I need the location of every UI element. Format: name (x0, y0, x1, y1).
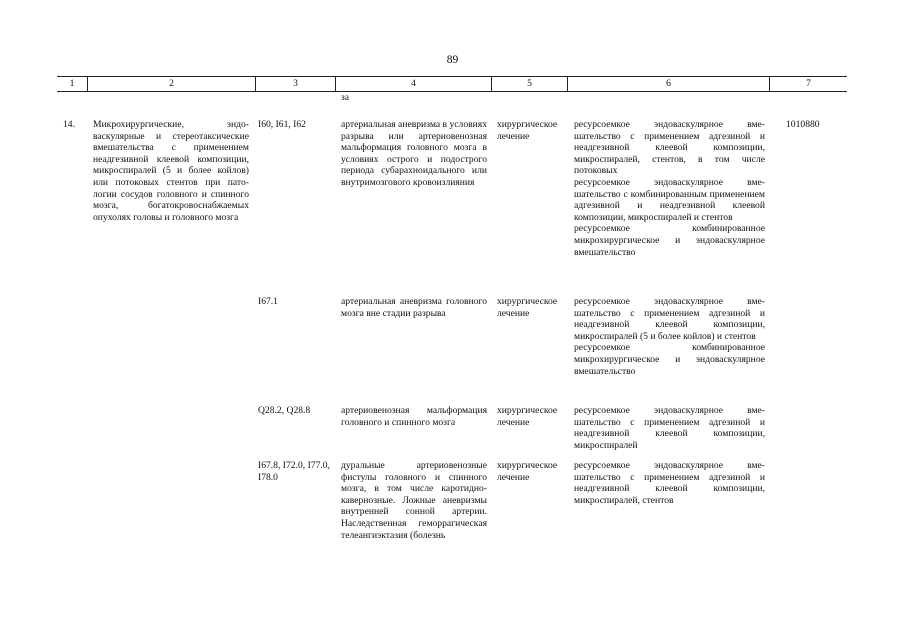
table-header-row (57, 76, 847, 92)
header-col-7: 7 (769, 77, 847, 91)
sub3-treatment: хирургическое лечение (497, 405, 558, 428)
row-name: Микрохирургические, эндоваскулярные и стереотаксические вмешательства с применением неадгезивной клеевой композиции, микроспиралей (5 и более койлов) или потоковых стентов при патологии сосудов головного и спинного мозга, богатокровоснабжаемых опухолях головы и головного мозга (93, 119, 249, 223)
sub4-treatment: хирургическое лечение (497, 460, 558, 483)
sub3-diagnosis: артериовенозная мальформация головного и спинного мозга (341, 405, 487, 428)
header-col-4: 4 (335, 77, 491, 91)
sub2-method-2: ресурсоемкое комбинированное микрохирургическое и эндоваскулярное вмешательство (574, 342, 765, 377)
sub1-diagnosis: артериальная аневризма в условиях разрыва или артериовенозная мальформация головного мозга в условиях острого и подострого периода субарахноидального или внутримозгового кровоизлияния (341, 119, 487, 188)
sub2-diagnosis: артериальная аневризма головного мозга вне стадии разрыва (341, 296, 487, 319)
header-col-5: 5 (491, 77, 567, 91)
page-number: 89 (446, 54, 459, 66)
sub1-treatment: хирургическое лечение (497, 119, 558, 142)
header-col-1: 1 (69, 78, 75, 89)
row-number: 14. (63, 119, 75, 130)
sub1-method-3: ресурсоемкое комбинированное микрохирургическое и эндоваскулярное вмешательство (574, 223, 765, 258)
sub3-codes: Q28.2, Q28.8 (258, 405, 311, 416)
sub1-methods (574, 119, 765, 258)
sub4-diagnosis: дуральные артериовенозные фистулы головного и спинного мозга, в том числе каротидно-кавернозные. Ложные аневризмы внутренней сонной артерии. Наследственная геморрагическая телеангиэктазия (болезнь (341, 460, 487, 541)
sub2-treatment: хирургическое лечение (497, 296, 558, 319)
header-col-3: 3 (255, 77, 335, 91)
sub3-method-1: ресурсоемкое эндоваскулярное вмешательство с применением адгезиной и неадгезивной клеевой композиции, микроспиралей (574, 405, 765, 451)
sub1-method-1: ресурсоемкое эндоваскулярное вмешательство с применением адгезиной и неадгезивной клеевой композиции, микроспиралей, стентов, в том числе потоковых (574, 119, 765, 177)
sub3-methods (574, 405, 765, 451)
sub4-codes: I67.8, I72.0, I77.0, I78.0 (258, 460, 330, 483)
header-col-2: 2 (87, 77, 255, 91)
row-cost: 1010880 (786, 119, 820, 130)
sub1-method-2: ресурсоемкое эндоваскулярное вмешательство с комбинированным применением адгезивной и неадгезивной клеевой композиции, микроспиралей и стентов (574, 176, 765, 223)
sub4-methods (574, 460, 765, 506)
sub1-codes: I60, I61, I62 (258, 119, 306, 130)
continuation-text: за (341, 92, 350, 103)
sub2-method-1: ресурсоемкое эндоваскулярное вмешательство с применением адгезиной и неадгезивной клеевой композиции, микроспиралей (5 и более койлов) и стентов (574, 296, 765, 342)
header-col-6: 6 (567, 77, 769, 91)
sub4-method-1: ресурсоемкое эндоваскулярное вмешательство с применением адгезиной и неадгезивной клеевой композиции, микроспиралей, стентов (574, 460, 765, 506)
sub2-codes: I67.1 (258, 296, 278, 307)
sub2-methods (574, 296, 765, 377)
